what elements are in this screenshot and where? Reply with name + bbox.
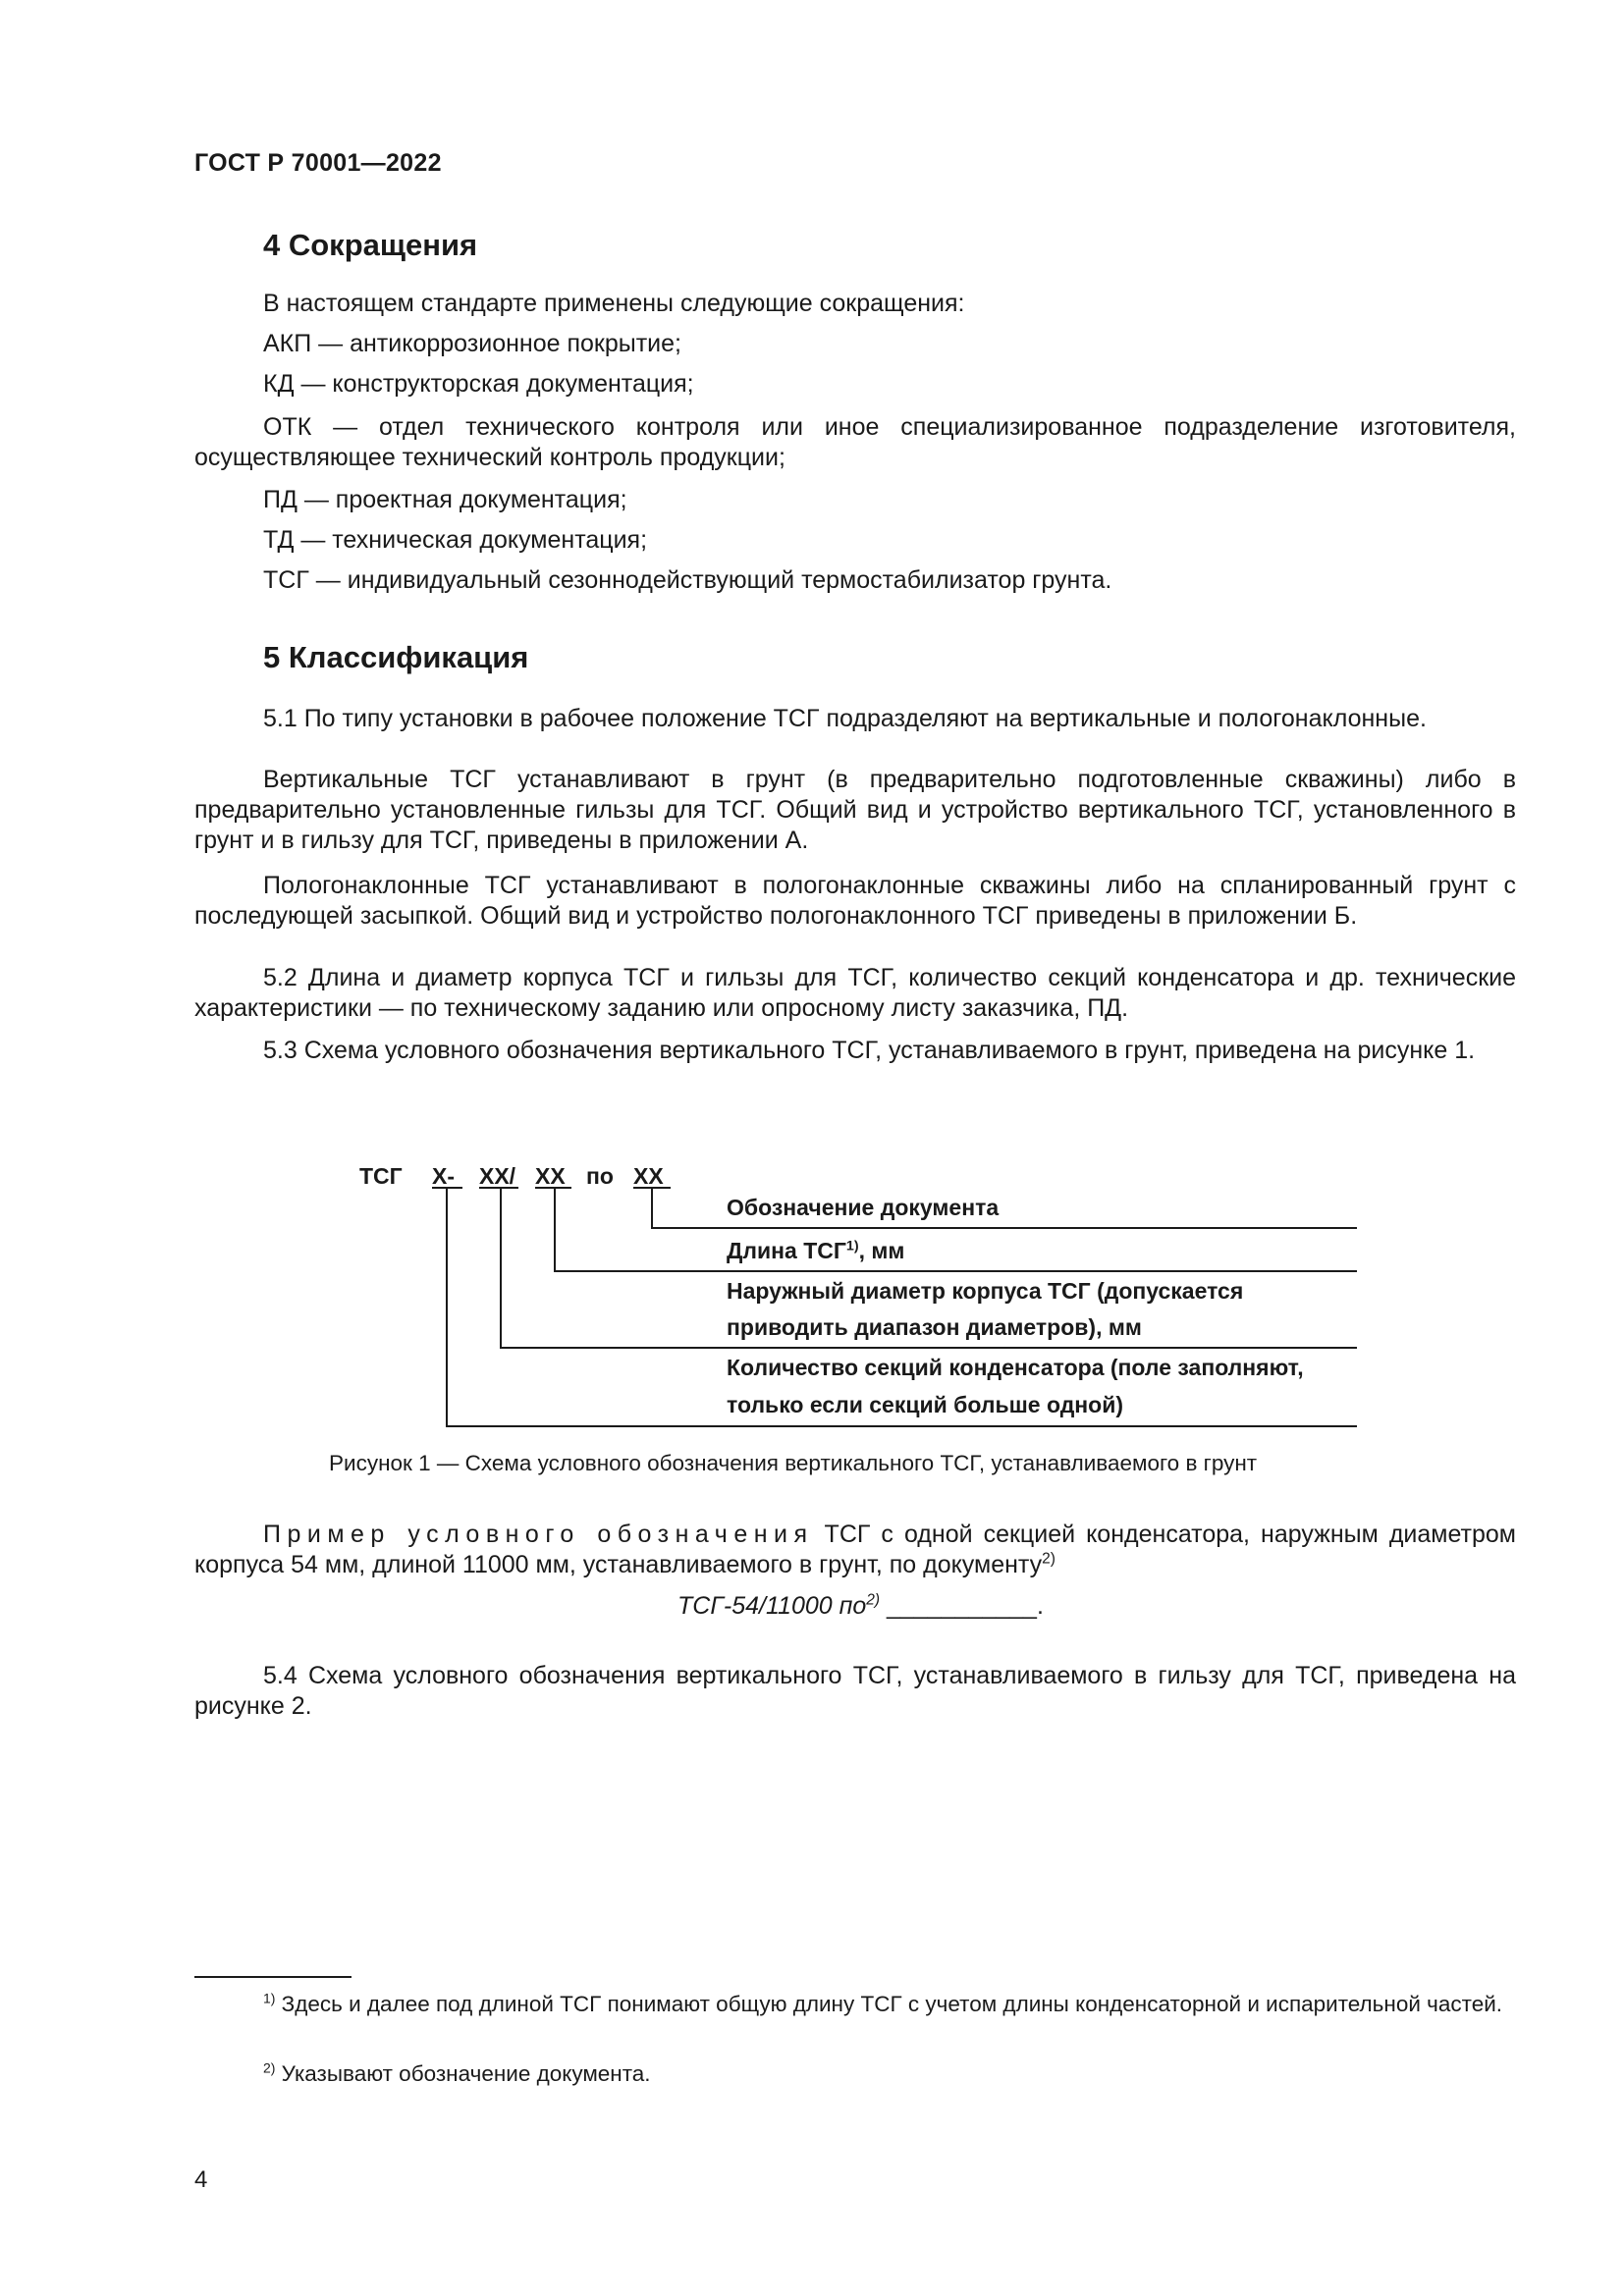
page-number: 4 bbox=[194, 2166, 208, 2193]
paragraph-5-4: 5.4 Схема условного обозначения вертикального ТСГ, устанавливаемого в гильзу для ТСГ, приведена на рисунке 2. bbox=[194, 1662, 1516, 1720]
footnote-2: $^{2)}$ Указывают обозначение документа. bbox=[263, 2059, 651, 2086]
section-5-title: 5 Классификация bbox=[263, 640, 529, 674]
abbr-otk: ОТК — отдел технического контроля или иное специализированное подразделение изготовителя, осуществляющее технический контроль продукции; bbox=[194, 413, 1516, 471]
figure-1-caption: Рисунок 1 — Схема условного обозначения вертикального ТСГ, устанавливаемого в грунт bbox=[329, 1451, 1258, 1475]
paragraph-5-1: 5.1 По типу установки в рабочее положение ТСГ подразделяют на вертикальные и пологонаклонные. bbox=[263, 705, 1427, 732]
code-po: по bbox=[586, 1163, 614, 1189]
label-length: Длина ТСГ$^{1)}$, мм bbox=[727, 1238, 905, 1263]
code-x: Х- bbox=[432, 1163, 455, 1189]
example-paragraph: Пример условного обозначения ТСГ с одной секцией конденсатора, наружным диаметром корпуса 54 мм, длиной 11000 мм, устанавливаемого в грунт, по документу$^{2)}$ bbox=[194, 1521, 1516, 1578]
footnote-1: $^{1)}$ Здесь и далее под длиной ТСГ понимают общую длину ТСГ с учетом длины конденсаторной и испарительной частей. bbox=[263, 1990, 1503, 2016]
paragraph-inclined: Пологонаклонные ТСГ устанавливают в пологонаклонные скважины либо на спланированный грунт с последующей засыпкой. Общий вид и устройство пологонаклонного ТСГ приведены в приложении Б. bbox=[194, 872, 1516, 930]
abbr-td: ТД — техническая документация; bbox=[263, 526, 648, 554]
paragraph-5-3: 5.3 Схема условного обозначения вертикального ТСГ, устанавливаемого в грунт, приведена на рисунке 1. bbox=[263, 1037, 1476, 1064]
abbr-akp: АКП — антикоррозионное покрытие; bbox=[263, 330, 681, 357]
abbr-kd: КД — конструкторская документация; bbox=[263, 370, 694, 398]
section-4-title: 4 Сокращения bbox=[263, 228, 478, 262]
section-4-intro: В настоящем стандарте применены следующие сокращения: bbox=[263, 290, 965, 317]
abbr-pd: ПД — проектная документация; bbox=[263, 486, 627, 513]
code-xx3: ХХ bbox=[633, 1163, 664, 1189]
code-tsg: ТСГ bbox=[359, 1163, 403, 1189]
label-diameter-2: приводить диапазон диаметров), мм bbox=[727, 1314, 1142, 1340]
leader-sections bbox=[447, 1188, 1357, 1426]
example-formula: ТСГ-54/11000 $по^{2)}$ ___________. bbox=[677, 1591, 1044, 1620]
abbr-tsg: ТСГ — индивидуальный сезоннодействующий термостабилизатор грунта. bbox=[263, 566, 1112, 594]
document-header: ГОСТ Р 70001—2022 bbox=[194, 149, 442, 177]
label-doc: Обозначение документа bbox=[727, 1195, 1000, 1220]
code-xx1: ХХ/ bbox=[479, 1163, 516, 1189]
paragraph-5-2: 5.2 Длина и диаметр корпуса ТСГ и гильзы для ТСГ, количество секций конденсатора и др. технические характеристики — по техническому заданию или опросному листу заказчика, ПД. bbox=[194, 964, 1516, 1022]
label-sections-2: только если секций больше одной) bbox=[727, 1392, 1124, 1417]
label-diameter-1: Наружный диаметр корпуса ТСГ (допускается bbox=[727, 1278, 1244, 1304]
footnote-separator bbox=[194, 1976, 352, 1978]
paragraph-vertical: Вертикальные ТСГ устанавливают в грунт (в предварительно подготовленные скважины) либо в предварительно установленные гильзы для ТСГ. Общий вид и устройство вертикального ТСГ, установленного в грунт и в гильзу для ТСГ, приведены в приложении А. bbox=[194, 766, 1516, 854]
code-xx2: ХХ bbox=[535, 1163, 566, 1189]
label-sections-1: Количество секций конденсатора (поле заполняют, bbox=[727, 1355, 1304, 1380]
